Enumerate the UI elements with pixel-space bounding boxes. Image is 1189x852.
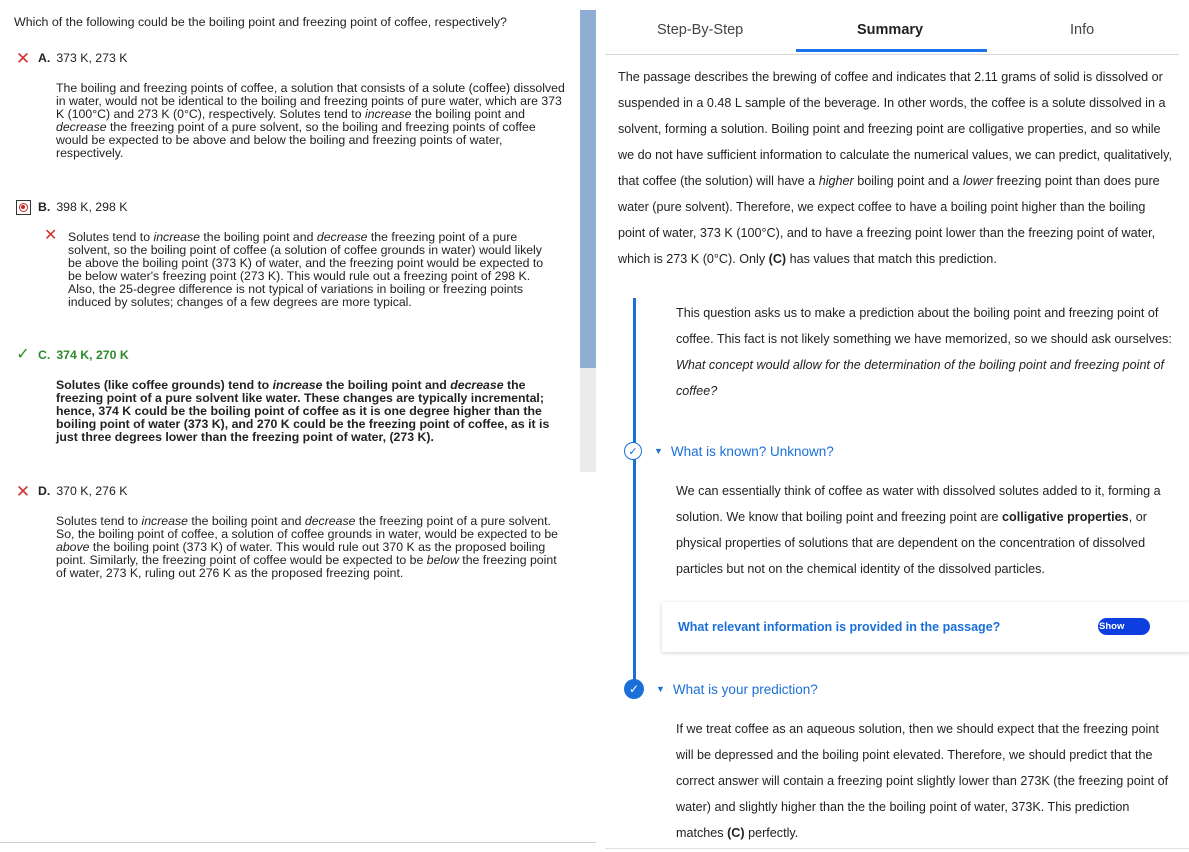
option-explanation: Solutes (like coffee grounds) tend to increase the boiling point and decrease the freezing point of a pure solvent like water. These changes are typically incremental; hence, 374 K could be the boiling point of coffee as it is one degree higher than the boiling point of water (373 K), and 270 K could be the freezing point of coffee, as it is just three degrees lower than the freezing point of water, (273 K). bbox=[56, 378, 550, 444]
step-body: We can essentially think of coffee as water with dissolved solutes added to it, forming a solution. We know that boiling point and freezing point are colligative properties, or physical properties of solutions that are dependent on the concentration of dissolved particles but not on the chemical identity of the dissolved particles. bbox=[676, 484, 1161, 576]
option-text: 398 K, 298 K bbox=[56, 199, 128, 214]
option-letter: B. bbox=[38, 199, 51, 214]
option-letter: D. bbox=[38, 483, 51, 498]
show-button[interactable]: Show bbox=[1098, 618, 1150, 635]
option-letter: C. bbox=[38, 347, 51, 362]
x-mark-icon: ✕ bbox=[44, 227, 58, 244]
question-text: Which of the following could be the boiling point and freezing point of coffee, respectively? bbox=[14, 15, 507, 29]
timeline-line bbox=[633, 298, 636, 692]
intro-text: This question asks us to make a prediction about the boiling point and freezing point of coffee. This fact is not likely something we have memorized, so we should ask ourselves: What concept would allow for the determination of the boiling point and freezing point of coffee? bbox=[676, 306, 1172, 398]
option-text: 374 K, 270 K bbox=[56, 347, 129, 362]
check-circle-icon: ✓ bbox=[624, 442, 642, 460]
info-question: What relevant information is provided in the passage? bbox=[678, 620, 1001, 634]
tab-summary[interactable]: Summary bbox=[857, 22, 924, 38]
check-circle-icon: ✓ bbox=[624, 679, 644, 699]
caret-down-icon: ▼ bbox=[654, 446, 663, 456]
solution-panel bbox=[605, 0, 1189, 852]
answer-explanations-panel bbox=[0, 0, 580, 852]
step-prediction[interactable] bbox=[624, 679, 818, 699]
step-title: What is known? Unknown? bbox=[670, 443, 834, 459]
tab-bar bbox=[605, 0, 1179, 55]
option-explanation: Solutes tend to increase the boiling point and decrease the freezing point of a pure solvent, so the boiling point of coffee (a solution of coffee grounds in water) would likely be above the boiling point (373 K) of water, and the freezing point would be expected to be below water's freezing point (273 K). This would rule out a freezing point of 298 K. Also, the 25-degree difference is not typical of variations in boiling or freezing points induced by solutes; changes of a few degrees are more typical. bbox=[68, 230, 544, 309]
option-text: 370 K, 276 K bbox=[56, 483, 128, 498]
divider bbox=[605, 848, 1189, 849]
step-title: What is your prediction? bbox=[672, 681, 818, 697]
option-explanation: Solutes tend to increase the boiling point and decrease the freezing point of a pure solvent. So, the boiling point of coffee, a solution of coffee grounds in water, would be expected to be above the boiling point (373 K) of water. This would rule out 370 K as the proposed boiling point. Similarly, the freezing point of coffee would be expected to be below the freezing point of water, 273 K, ruling out 276 K as the proposed freezing point. bbox=[56, 514, 559, 580]
option-text: 373 K, 273 K bbox=[56, 50, 128, 65]
tab-step-by-step[interactable]: Step-By-Step bbox=[657, 22, 744, 38]
x-mark-icon: ✕ bbox=[15, 481, 31, 501]
option-explanation: The boiling and freezing points of coffee, a solution that consists of a solute (coffee) dissolved in water, would not be identical to the boiling and freezing points of pure water, which are 373 K (100°C) and 273 K (0°C), respectively. Solutes tend to increase the boiling point and decrease the freezing point of a pure solvent, so the boiling and freezing points of coffee would be expected to be above and below the boiling and freezing points of water, respectively. bbox=[56, 81, 565, 160]
step-body: If we treat coffee as an aqueous solution, then we should expect that the freezing point will be depressed and the boiling point elevated. Therefore, we should predict that the correct answer will contain a freezing point slightly lower than 273K (the freezing point of water) and slightly higher than the the boiling point of water, 373K. This prediction matches (C) perfectly. bbox=[676, 722, 1169, 840]
radio-selected-icon[interactable] bbox=[14, 200, 32, 215]
summary-text: The passage describes the brewing of coffee and indicates that 2.11 grams of solid is dissolved or suspended in a 0.48 L sample of the beverage. In other words, the coffee is a solute dissolved in a solvent, forming a solution. Boiling point and freezing point are colligative properties, and so while we do not have sufficient information to calculate the numerical values, we can predict, qualitatively, that coffee (the solution) will have a higher boiling point and a lower freezing point than does pure water (pure solvent). Therefore, we expect coffee to have a boiling point higher than the boiling point of water, 373 K (100°C), and to have a freezing point lower than the freezing point of water, which is 273 K (0°C). Only (C) has values that match this prediction. bbox=[618, 70, 1172, 266]
tab-info[interactable]: Info bbox=[1070, 22, 1095, 38]
step-known-unknown[interactable] bbox=[624, 441, 834, 461]
caret-down-icon: ▼ bbox=[656, 684, 665, 694]
option-letter: A. bbox=[38, 50, 51, 65]
x-mark-icon: ✕ bbox=[15, 48, 31, 68]
divider bbox=[0, 842, 596, 843]
scrollbar-thumb[interactable] bbox=[580, 10, 596, 368]
info-reveal-box bbox=[662, 602, 1189, 652]
active-tab-indicator bbox=[796, 49, 987, 52]
check-mark-icon: ✓ bbox=[16, 346, 30, 363]
